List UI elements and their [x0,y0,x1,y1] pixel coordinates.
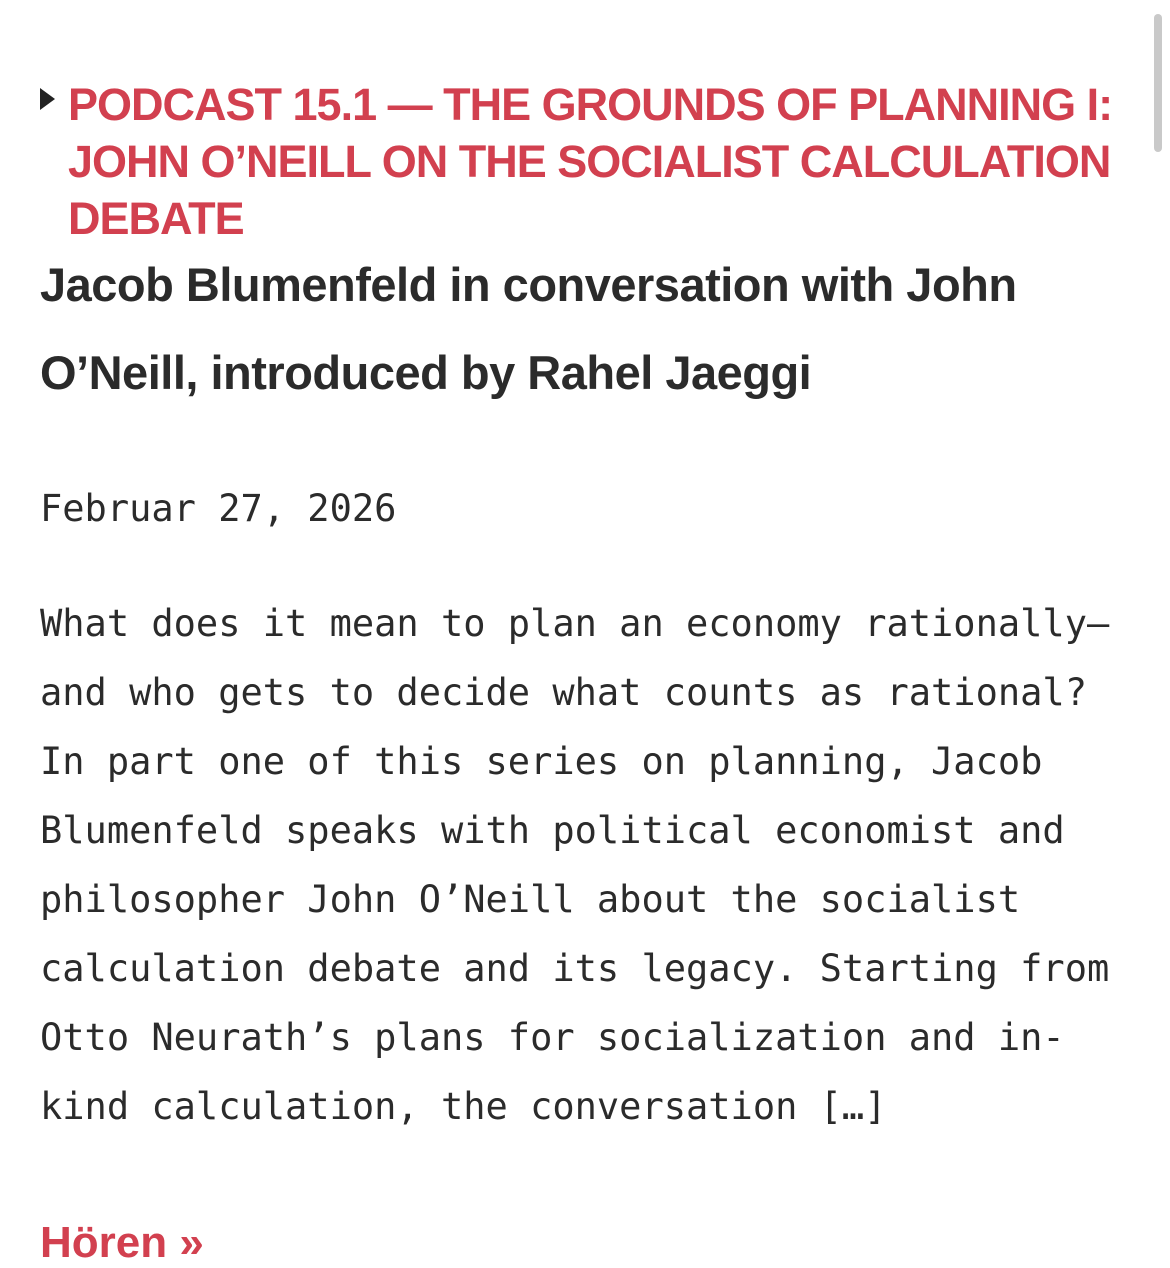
post-excerpt: What does it mean to plan an economy rationally—and who gets to decide what counts as rational? In part one of this series on planning, Jacob Blumenfeld speaks with political economist and philosopher John O’Neill about the socialist calculation debate and its legacy. Starting from Otto Neurath’s plans for socialization and in-kind calculation, the conversation […] [40,602,1110,1128]
post-subtitle: Jacob Blumenfeld in conversation with John O’Neill, introduced by Rahel Jaeggi [40,258,1017,399]
post-headline [40,76,1130,247]
post-title-link[interactable]: PODCAST 15.1 — THE GROUNDS OF PLANNING I: JOHN O’NEILL ON THE SOCIALIST CALCULATION DEBATE [68,79,1113,244]
post-date: Februar 27, 2026 [40,487,397,530]
listen-link[interactable]: Hören » [40,1218,204,1267]
scrollbar[interactable] [1154,14,1162,152]
post-entry [40,76,1130,1141]
play-triangle-icon [40,88,55,110]
